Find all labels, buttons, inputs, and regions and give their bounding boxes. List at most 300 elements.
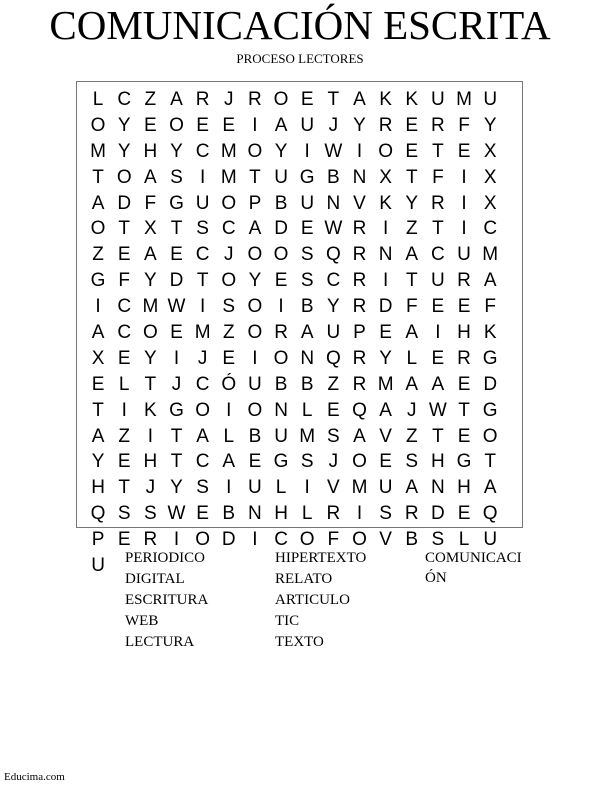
word-list-item: PERIODICO bbox=[125, 550, 206, 566]
grid-letter: R bbox=[352, 347, 367, 369]
grid-letter: Y bbox=[353, 114, 366, 136]
grid-letter: I bbox=[461, 166, 467, 188]
grid-letter: N bbox=[326, 192, 341, 214]
grid-letter: N bbox=[300, 347, 315, 369]
grid-letter: C bbox=[117, 296, 132, 318]
grid-letter: F bbox=[327, 529, 340, 551]
word-list-column-3 bbox=[425, 548, 530, 588]
grid-letter: O bbox=[142, 322, 158, 344]
grid-letter: T bbox=[249, 166, 261, 188]
grid-letter: A bbox=[483, 477, 497, 499]
grid-letter: M bbox=[377, 373, 394, 395]
grid-letter: X bbox=[91, 347, 105, 369]
grid-letter: T bbox=[92, 166, 104, 188]
grid-letter: Q bbox=[325, 347, 341, 369]
grid-letter: O bbox=[169, 114, 184, 136]
grid-letter: S bbox=[379, 503, 392, 525]
grid-letter: E bbox=[196, 503, 209, 525]
grid-letter: I bbox=[461, 192, 467, 214]
grid-letter: Z bbox=[405, 218, 418, 240]
grid-letter: S bbox=[405, 451, 419, 473]
grid-letter: B bbox=[274, 373, 288, 395]
grid-letter: U bbox=[483, 529, 498, 551]
grid-letter: S bbox=[170, 166, 183, 188]
grid-letter: T bbox=[144, 373, 157, 395]
grid-letter: B bbox=[248, 425, 262, 447]
grid-letter: F bbox=[484, 296, 496, 318]
grid-letter: H bbox=[457, 322, 471, 344]
grid-letter: F bbox=[432, 166, 444, 188]
grid-letter: I bbox=[356, 140, 363, 162]
grid-letter: O bbox=[247, 296, 263, 318]
grid-letter: I bbox=[252, 347, 258, 369]
grid-letter: E bbox=[144, 114, 157, 136]
grid-letter: B bbox=[405, 529, 419, 551]
grid-letter: B bbox=[300, 296, 314, 318]
grid-letter: R bbox=[457, 270, 471, 292]
grid-letter: P bbox=[353, 322, 366, 344]
grid-letter: A bbox=[91, 322, 105, 344]
grid-letter: R bbox=[404, 503, 419, 525]
grid-letter: X bbox=[483, 192, 497, 214]
grid-letter: R bbox=[352, 270, 367, 292]
grid-letter: I bbox=[252, 114, 258, 136]
grid-letter: E bbox=[196, 114, 209, 136]
grid-letter: I bbox=[304, 477, 310, 499]
grid-letter: Q bbox=[325, 244, 341, 266]
grid-letter: E bbox=[274, 270, 288, 292]
grid-letter: V bbox=[353, 192, 366, 214]
grid-letter: U bbox=[483, 89, 498, 110]
grid-letter: Y bbox=[117, 140, 131, 162]
grid-letter: I bbox=[147, 425, 153, 447]
grid-letter: G bbox=[169, 399, 184, 421]
grid-letter: H bbox=[143, 451, 158, 473]
grid-letter: A bbox=[405, 244, 419, 266]
grid-letter: S bbox=[196, 477, 209, 499]
grid-letter: O bbox=[247, 322, 263, 344]
grid-letter: S bbox=[300, 451, 314, 473]
grid-letter: R bbox=[378, 114, 393, 136]
word-list-item: WEB bbox=[125, 613, 159, 629]
grid-letter: U bbox=[300, 192, 315, 214]
grid-letter: U bbox=[326, 322, 341, 344]
grid-letter: N bbox=[248, 503, 262, 525]
grid-letter: U bbox=[274, 166, 288, 188]
grid-letter: A bbox=[300, 322, 314, 344]
grid-letter: A bbox=[222, 451, 236, 473]
grid-letter: A bbox=[91, 192, 105, 214]
grid-letter: U bbox=[195, 192, 210, 214]
grid-letter: Y bbox=[379, 347, 392, 369]
grid-letter: A bbox=[405, 322, 419, 344]
grid-letter: O bbox=[90, 114, 106, 136]
grid-letter: O bbox=[273, 244, 289, 266]
grid-letter: U bbox=[91, 555, 105, 577]
grid-letter: E bbox=[457, 503, 471, 525]
grid-letter: O bbox=[482, 425, 498, 447]
grid-letter: Y bbox=[483, 114, 497, 136]
word-list-item: ESCRITURA bbox=[125, 592, 209, 608]
footer-credit: Educima.com bbox=[4, 771, 65, 783]
grid-letter: M bbox=[456, 89, 472, 110]
grid-letter: J bbox=[328, 451, 339, 473]
grid-letter: I bbox=[435, 322, 441, 344]
grid-letter: C bbox=[326, 270, 341, 292]
grid-letter: O bbox=[273, 347, 289, 369]
grid-letter: E bbox=[170, 244, 183, 266]
grid-letter: D bbox=[483, 373, 498, 395]
grid-letter: T bbox=[405, 270, 418, 292]
word-search-grid bbox=[85, 87, 503, 579]
grid-letter: S bbox=[300, 244, 314, 266]
grid-letter: T bbox=[118, 218, 131, 240]
grid-letter: E bbox=[431, 296, 445, 318]
grid-letter: E bbox=[379, 451, 392, 473]
grid-letter: L bbox=[92, 89, 104, 110]
grid-letter: L bbox=[223, 425, 235, 447]
grid-letter: K bbox=[405, 89, 419, 110]
grid-letter: J bbox=[328, 114, 339, 136]
grid-letter: S bbox=[222, 296, 236, 318]
grid-letter: D bbox=[431, 503, 445, 525]
grid-letter: R bbox=[457, 347, 471, 369]
word-list-item: TEXTO bbox=[275, 634, 324, 650]
grid-letter: P bbox=[248, 192, 262, 214]
grid-letter: O bbox=[221, 192, 237, 214]
grid-letter: R bbox=[143, 529, 158, 551]
grid-letter: Z bbox=[118, 425, 131, 447]
grid-letter: U bbox=[378, 477, 393, 499]
grid-letter: V bbox=[379, 425, 392, 447]
grid-letter: T bbox=[458, 399, 470, 421]
grid-letter: P bbox=[91, 529, 105, 551]
grid-letter: A bbox=[144, 244, 157, 266]
grid-letter: G bbox=[299, 166, 315, 188]
grid-letter: E bbox=[117, 529, 131, 551]
grid-letter: C bbox=[195, 244, 210, 266]
grid-letter: A bbox=[248, 218, 262, 240]
grid-letter: O bbox=[221, 270, 237, 292]
word-list-item: RELATO bbox=[275, 571, 333, 587]
grid-letter: C bbox=[483, 218, 498, 240]
grid-letter: U bbox=[431, 89, 445, 110]
grid-letter: V bbox=[379, 529, 392, 551]
grid-letter: G bbox=[90, 270, 106, 292]
grid-letter: A bbox=[379, 399, 392, 421]
grid-letter: O bbox=[247, 244, 263, 266]
grid-letter: U bbox=[248, 373, 262, 395]
grid-letter: D bbox=[378, 296, 393, 318]
grid-letter: B bbox=[326, 166, 340, 188]
grid-letter: M bbox=[220, 166, 237, 188]
grid-letter: F bbox=[458, 114, 470, 136]
grid-letter: I bbox=[304, 140, 310, 162]
grid-letter: J bbox=[145, 477, 156, 499]
grid-letter: H bbox=[457, 477, 471, 499]
word-list-column-2 bbox=[275, 548, 366, 653]
grid-letter: N bbox=[378, 244, 393, 266]
grid-letter: K bbox=[379, 192, 392, 214]
grid-letter: J bbox=[171, 373, 182, 395]
grid-letter: W bbox=[167, 503, 186, 525]
grid-letter: I bbox=[461, 218, 467, 240]
grid-letter: Z bbox=[327, 373, 340, 395]
grid-letter: E bbox=[222, 347, 236, 369]
grid-letter: M bbox=[90, 140, 106, 162]
grid-letter: E bbox=[248, 451, 262, 473]
grid-letter: H bbox=[274, 503, 288, 525]
grid-letter: E bbox=[117, 244, 131, 266]
grid-letter: T bbox=[118, 477, 131, 499]
grid-letter: E bbox=[457, 296, 471, 318]
grid-letter: A bbox=[483, 270, 497, 292]
grid-letter: O bbox=[90, 218, 106, 240]
grid-letter: H bbox=[91, 477, 105, 499]
grid-letter: L bbox=[275, 477, 287, 499]
grid-letter: O bbox=[352, 451, 367, 473]
grid-letter: T bbox=[196, 270, 209, 292]
grid-letter: W bbox=[167, 296, 186, 318]
word-list-item: COMUNICACIÓN bbox=[425, 550, 522, 586]
grid-letter: R bbox=[352, 373, 367, 395]
grid-letter: L bbox=[458, 529, 470, 551]
grid-letter: R bbox=[431, 192, 445, 214]
grid-letter: E bbox=[457, 425, 471, 447]
grid-letter: S bbox=[326, 425, 340, 447]
grid-letter: C bbox=[117, 89, 132, 110]
grid-letter: T bbox=[170, 218, 183, 240]
grid-letter: C bbox=[274, 529, 288, 551]
grid-letter: I bbox=[199, 296, 206, 318]
grid-letter: E bbox=[300, 218, 314, 240]
word-list-column-1 bbox=[125, 548, 208, 653]
grid-letter: U bbox=[300, 114, 315, 136]
grid-letter: N bbox=[274, 399, 288, 421]
grid-letter: I bbox=[382, 270, 389, 292]
grid-letter: O bbox=[195, 529, 211, 551]
grid-letter: Y bbox=[91, 451, 105, 473]
grid-letter: I bbox=[382, 218, 389, 240]
page-title: COMUNICACIÓN ESCRITA bbox=[49, 2, 551, 48]
grid-letter: G bbox=[169, 192, 184, 214]
grid-letter: E bbox=[222, 114, 236, 136]
grid-letter: E bbox=[326, 399, 340, 421]
grid-letter: H bbox=[431, 451, 445, 473]
grid-letter: A bbox=[405, 373, 419, 395]
grid-letter: S bbox=[431, 529, 445, 551]
grid-letter: E bbox=[457, 373, 471, 395]
grid-letter: T bbox=[432, 425, 444, 447]
grid-letter: T bbox=[170, 451, 183, 473]
grid-letter: T bbox=[484, 451, 496, 473]
grid-letter: C bbox=[195, 140, 210, 162]
grid-letter: R bbox=[248, 89, 262, 110]
grid-letter: E bbox=[457, 140, 471, 162]
grid-letter: K bbox=[379, 89, 392, 110]
grid-letter: O bbox=[299, 529, 315, 551]
grid-letter: Y bbox=[117, 114, 131, 136]
grid-letter: Z bbox=[144, 89, 157, 110]
grid-letter: G bbox=[482, 347, 498, 369]
grid-letter: J bbox=[407, 399, 417, 421]
grid-letter: U bbox=[248, 477, 262, 499]
grid-letter: S bbox=[144, 503, 157, 525]
grid-letter: T bbox=[170, 425, 183, 447]
grid-letter: A bbox=[170, 89, 183, 110]
grid-letter: Y bbox=[170, 140, 183, 162]
grid-letter: U bbox=[457, 244, 471, 266]
grid-letter: Q bbox=[352, 399, 367, 421]
grid-letter: E bbox=[170, 322, 183, 344]
grid-letter: A bbox=[91, 425, 105, 447]
grid-letter: Q bbox=[482, 503, 498, 525]
grid-letter: O bbox=[247, 140, 263, 162]
grid-letter: E bbox=[91, 373, 105, 395]
grid-letter: C bbox=[195, 451, 210, 473]
grid-letter: W bbox=[324, 218, 343, 240]
grid-letter: R bbox=[326, 503, 341, 525]
grid-letter: O bbox=[378, 140, 393, 162]
grid-letter: O bbox=[195, 399, 211, 421]
grid-letter: A bbox=[274, 114, 288, 136]
grid-letter: I bbox=[226, 477, 232, 499]
grid-letter: Y bbox=[326, 296, 340, 318]
word-list-item: ARTICULO bbox=[275, 592, 350, 608]
grid-letter: Y bbox=[144, 347, 157, 369]
grid-letter: A bbox=[353, 89, 366, 110]
grid-letter: B bbox=[222, 503, 236, 525]
grid-letter: Y bbox=[405, 192, 419, 214]
grid-letter: W bbox=[324, 140, 343, 162]
grid-letter: I bbox=[199, 166, 206, 188]
grid-letter: E bbox=[431, 347, 445, 369]
grid-letter: H bbox=[143, 140, 158, 162]
grid-letter: M bbox=[299, 425, 316, 447]
grid-letter: Z bbox=[92, 244, 104, 266]
grid-letter: X bbox=[483, 140, 497, 162]
grid-letter: A bbox=[353, 425, 366, 447]
grid-letter: T bbox=[327, 89, 340, 110]
grid-letter: I bbox=[95, 296, 101, 318]
page-subtitle: PROCESO LECTORES bbox=[236, 51, 364, 66]
grid-letter: L bbox=[301, 503, 313, 525]
grid-letter: J bbox=[224, 89, 234, 110]
grid-letter: V bbox=[326, 477, 340, 499]
grid-letter: L bbox=[118, 373, 130, 395]
grid-letter: T bbox=[92, 399, 104, 421]
grid-letter: T bbox=[405, 166, 418, 188]
grid-letter: O bbox=[247, 399, 263, 421]
grid-letter: F bbox=[144, 192, 157, 214]
grid-letter: N bbox=[431, 477, 445, 499]
grid-letter: D bbox=[274, 218, 288, 240]
grid-letter: Y bbox=[248, 270, 262, 292]
grid-letter: Z bbox=[405, 425, 418, 447]
grid-letter: E bbox=[117, 347, 131, 369]
grid-letter: E bbox=[117, 451, 131, 473]
grid-letter: Ó bbox=[221, 373, 237, 395]
grid-letter: U bbox=[431, 270, 445, 292]
grid-letter: D bbox=[117, 192, 132, 214]
grid-letter: M bbox=[220, 140, 237, 162]
grid-letter: S bbox=[117, 503, 131, 525]
grid-letter: K bbox=[483, 322, 497, 344]
grid-letter: I bbox=[121, 399, 127, 421]
grid-letter: X bbox=[379, 166, 392, 188]
grid-letter: G bbox=[482, 399, 498, 421]
word-list-item: TIC bbox=[275, 613, 300, 629]
grid-letter: I bbox=[226, 399, 232, 421]
word-list-item: HIPERTEXTO bbox=[275, 550, 367, 566]
grid-letter: I bbox=[173, 347, 180, 369]
grid-letter: I bbox=[356, 503, 363, 525]
grid-letter: A bbox=[196, 425, 209, 447]
grid-letter: I bbox=[252, 529, 258, 551]
grid-letter: X bbox=[483, 166, 497, 188]
grid-letter: L bbox=[406, 347, 418, 369]
grid-letter: K bbox=[144, 399, 157, 421]
grid-letter: R bbox=[352, 296, 367, 318]
grid-letter: R bbox=[352, 218, 367, 240]
grid-letter: R bbox=[274, 322, 288, 344]
grid-letter: R bbox=[195, 89, 210, 110]
grid-letter: R bbox=[352, 244, 367, 266]
grid-letter: X bbox=[144, 218, 157, 240]
grid-letter: A bbox=[431, 373, 445, 395]
grid-letter: D bbox=[169, 270, 184, 292]
grid-letter: A bbox=[144, 166, 157, 188]
grid-letter: G bbox=[273, 451, 289, 473]
grid-letter: F bbox=[405, 296, 418, 318]
grid-letter: B bbox=[274, 192, 288, 214]
word-list-item: DIGITAL bbox=[125, 571, 185, 587]
grid-letter: C bbox=[431, 244, 445, 266]
grid-letter: R bbox=[431, 114, 445, 136]
grid-letter: Y bbox=[144, 270, 157, 292]
grid-letter: O bbox=[273, 89, 289, 110]
grid-letter: S bbox=[300, 270, 314, 292]
grid-letter: U bbox=[274, 425, 288, 447]
grid-letter: A bbox=[405, 477, 419, 499]
grid-letter: T bbox=[432, 140, 444, 162]
grid-letter: F bbox=[118, 270, 131, 292]
grid-letter: I bbox=[173, 529, 180, 551]
grid-letter: M bbox=[351, 477, 368, 499]
word-list-item: LECTURA bbox=[125, 634, 195, 650]
grid-letter: W bbox=[428, 399, 447, 421]
grid-letter: Q bbox=[90, 503, 106, 525]
grid-letter: J bbox=[197, 347, 208, 369]
grid-letter: Y bbox=[170, 477, 183, 499]
grid-letter: B bbox=[300, 373, 314, 395]
grid-letter: C bbox=[195, 373, 210, 395]
grid-letter: Y bbox=[274, 140, 288, 162]
grid-letter: M bbox=[142, 296, 159, 318]
grid-letter: D bbox=[221, 529, 236, 551]
grid-letter: Z bbox=[222, 322, 235, 344]
grid-letter: G bbox=[456, 451, 472, 473]
grid-letter: L bbox=[301, 399, 313, 421]
grid-letter: S bbox=[196, 218, 209, 240]
grid-letter: J bbox=[224, 244, 234, 266]
grid-letter: N bbox=[352, 166, 367, 188]
grid-letter: I bbox=[278, 296, 284, 318]
grid-letter: E bbox=[405, 140, 419, 162]
grid-letter: M bbox=[482, 244, 499, 266]
grid-letter: E bbox=[379, 322, 392, 344]
grid-letter: O bbox=[116, 166, 132, 188]
